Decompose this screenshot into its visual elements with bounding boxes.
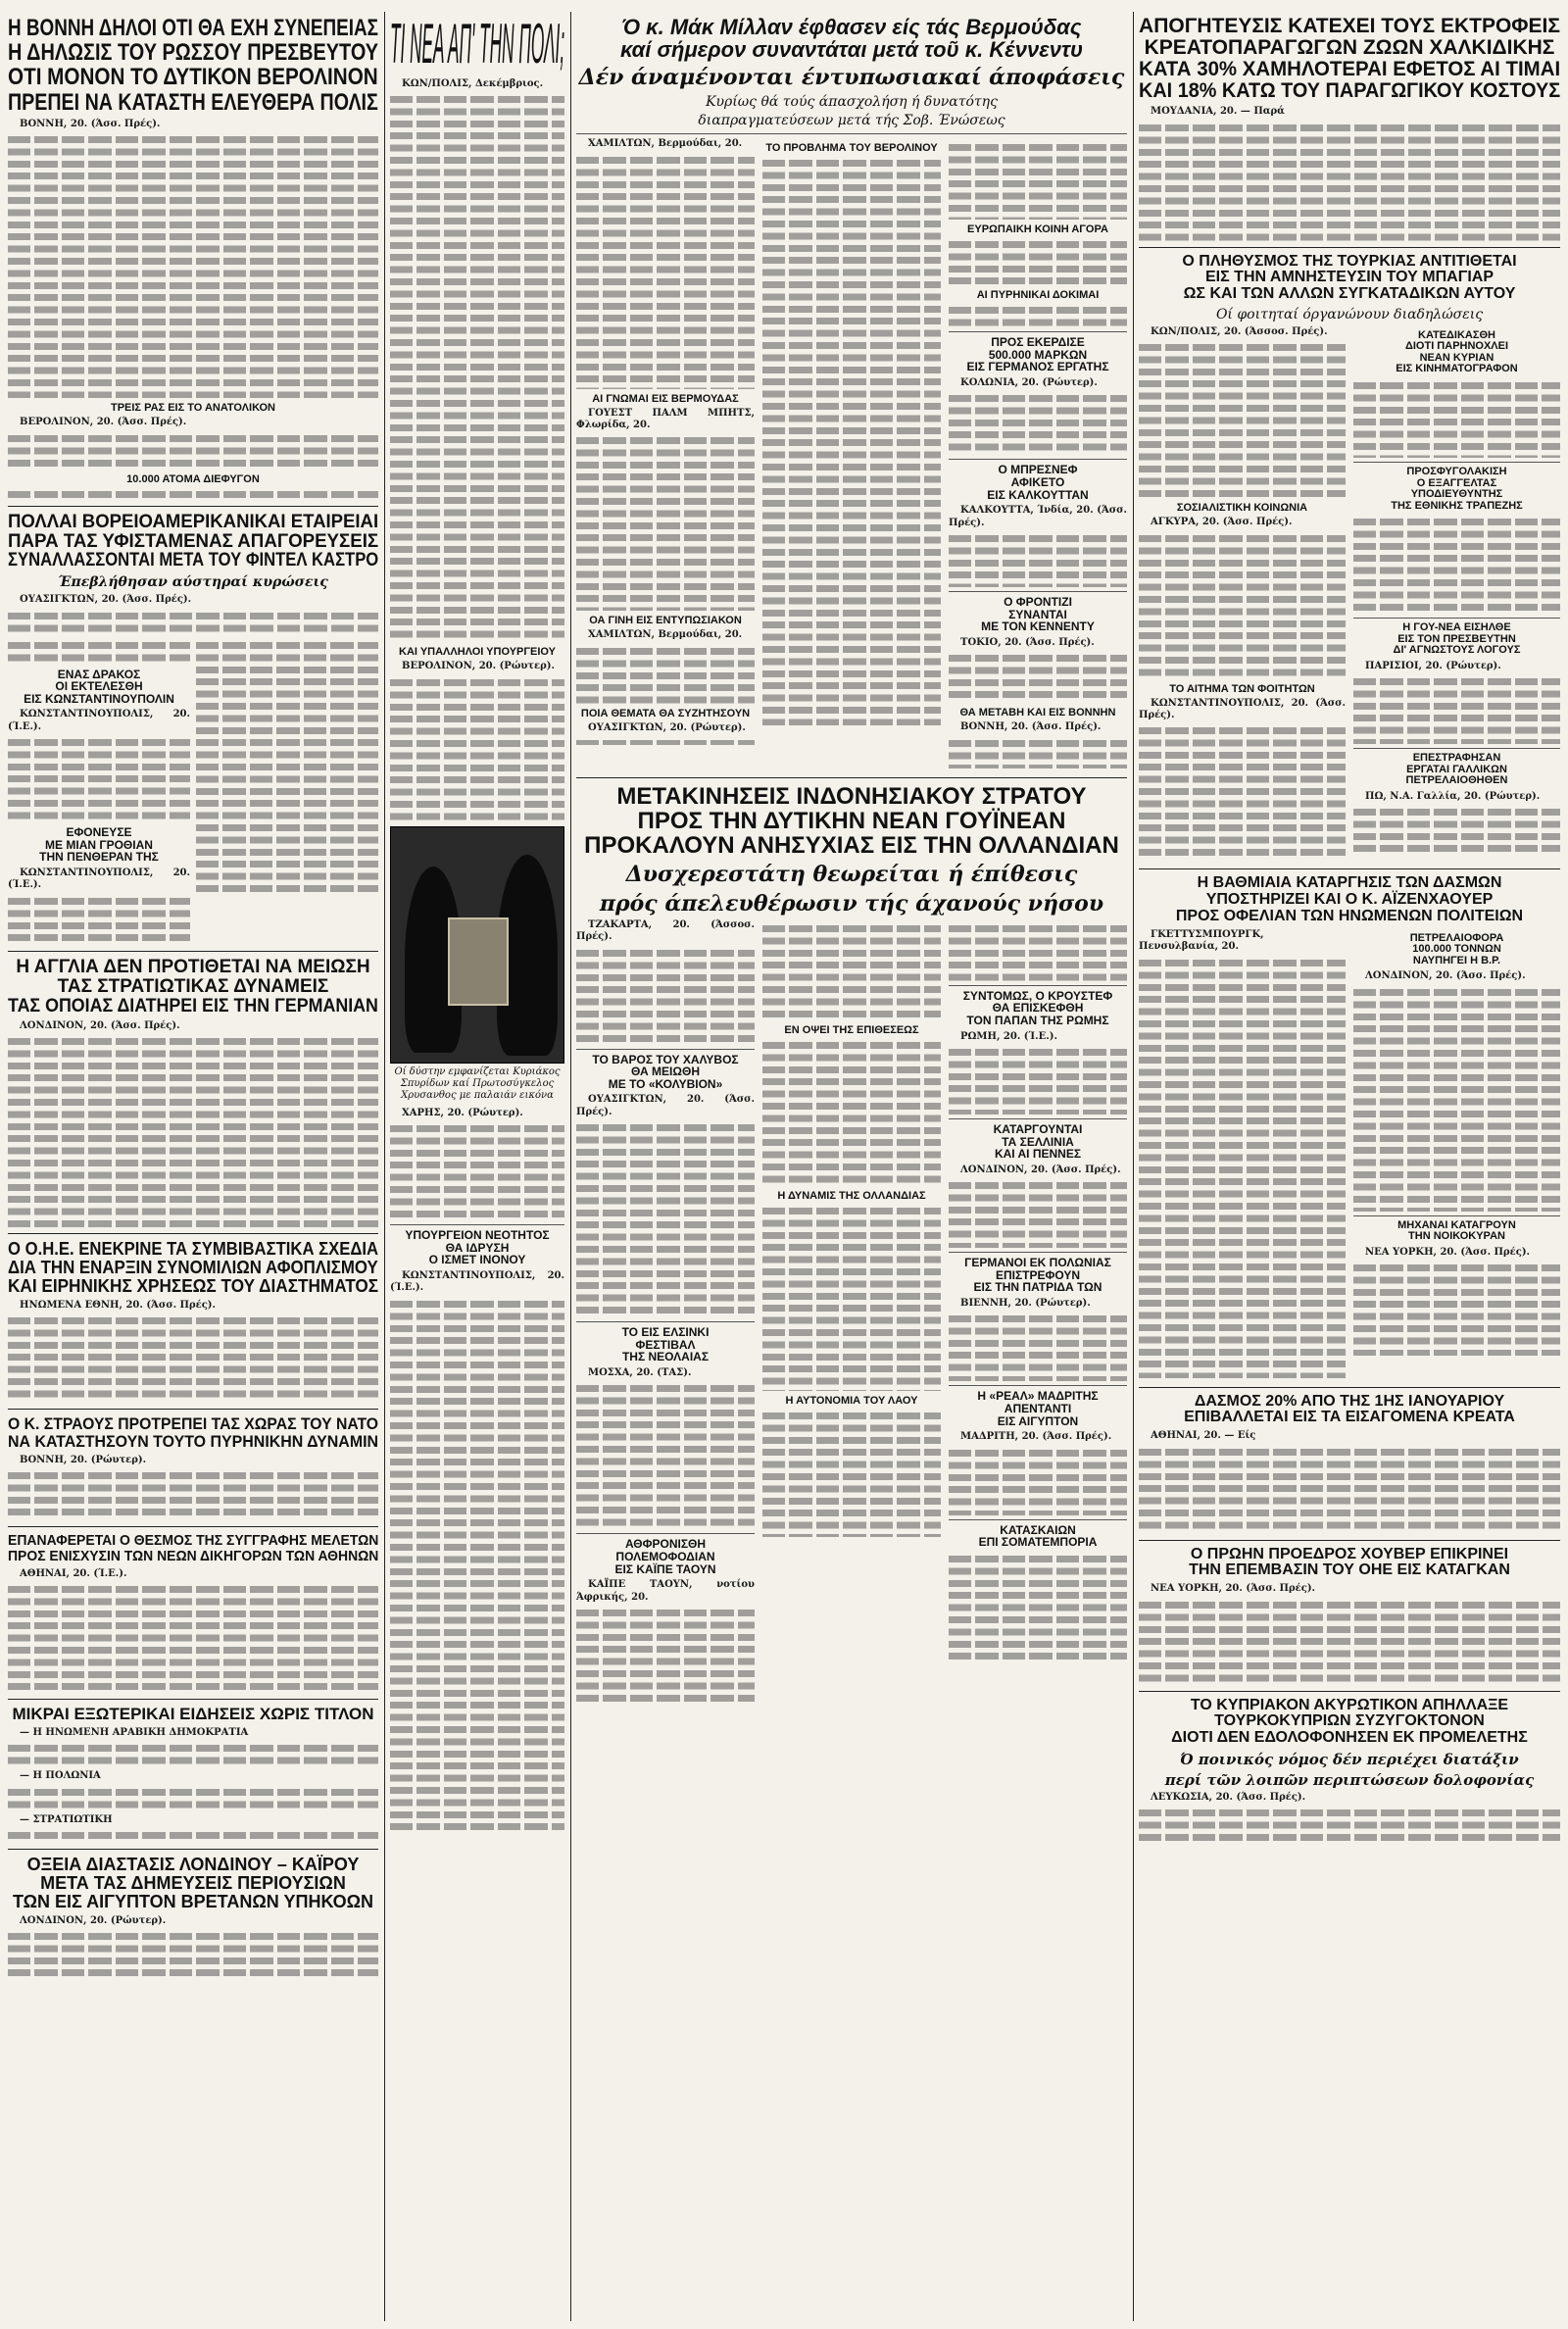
column-rule <box>570 12 571 2321</box>
headline-london-cairo: ΟΞΕΙΑ ΔΙΑΣΤΑΣΙΣ ΛΟΝΔΙΝΟΥ – ΚΑΪΡΟΥ ΜΕΤΑ ΤΑΣ ΔΗΜΕΥΣΕΙΣ ΠΕΡΙΟΥΣΙΩΝ ΤΩΝ ΕΙΣ ΑΙΓΥΠΤΟΝ ΒΡΕΤΑΝΩΝ ΥΠΗΚΟΩΝ <box>12 1855 374 1911</box>
headline-macmillan: Ό κ. Μάκ Μίλλαν έφθασεν είς τάς Βερμούδας καί σήμερον συναντάται μετά τοῦ κ. Κέννεντυ <box>619 15 1084 63</box>
subhead-socialist: ΣΟΣΙΑΛΙΣΤΙΚΗ ΚΟΙΝΩΝΙΑ <box>1176 502 1308 515</box>
headline-turkey-amnesty: Ο ΠΛΗΘΥΣΜΟΣ ΤΗΣ ΤΟΥΡΚΙΑΣ ΑΝΤΙΤΙΘΕΤΑΙ ΕΙΣ ΤΗΝ ΑΜΝΗΣΤΕΥΣΙΝ ΤΟΥ ΜΠΑΓΙΑΡ ΩΣ ΚΑΙ ΤΩΝ ΑΛΛΩΝ ΣΥΓΚΑΤΑΔΙΚΩΝ ΑΥΤΟΥ <box>1182 252 1517 303</box>
headline-american-companies: ΠΟΛΛΑΙ ΒΟΡΕΙΟΑΜΕΡΙΚΑΝΙΚΑΙ ΕΤΑΙΡΕΙΑΙ ΠΑΡΑ ΤΑΣ ΥΦΙΣΤΑΜΕΝΑΣ ΑΠΑΓΟΡΕΥΣΕΙΣ ΣΥΝΑΛΛΑΣΣΟΝΤΑΙ ΜΕΤΑ ΤΟΥ ΦΙΝΤΕΛ ΚΑΣΤΡΟ <box>8 511 379 571</box>
headline-mother-in-law: ΕΦΟΝΕΥΣΕ ΜΕ ΜΙΑΝ ΓΡΟΘΙΑΝ ΤΗΝ ΠΕΝΘΕΡΑΝ ΤΗΣ <box>39 825 159 865</box>
subheadline-penal-code: Ό ποινικός νόμος δέν περιέχει διατάξιν <box>1180 1751 1519 1768</box>
headline-youth-ministry: ΥΠΟΥΡΓΕΙΟΝ ΝΕΟΤΗΤΟΣ ΘΑ ΙΔΡΥΣΗ Ο ΙΣΜΕΤ ΙΝΟΝΟΥ <box>405 1228 550 1267</box>
headline-foreign-briefs: ΜΙΚΡΑΙ ΕΞΩΤΕΡΙΚΑΙ ΕΙΔΗΣΕΙΣ ΧΩΡΙΣ ΤΙΤΛΟΝ <box>12 1705 374 1724</box>
headline-indonesia: ΜΕΤΑΚΙΝΗΣΕΙΣ ΙΝΔΟΝΗΣΙΑΚΟΥ ΣΤΡΑΤΟΥ ΠΡΟΣ ΤΗΝ ΔΥΤΙΚΗΝ ΝΕΑΝ ΓΟΥΪΝΕΑΝ ΠΡΟΚΑΛΟΥΝ ΑΝΗΣΥΧΙΑΣ ΕΙΣ ΤΗΝ ΟΛΛΑΝΔΙΑΝ <box>584 782 1119 859</box>
subhead-topics: ΠΟΙΑ ΘΕΜΑΤΑ ΘΑ ΣΥΖΗΤΗΣΟΥΝ <box>580 707 751 719</box>
headline-bonn: Η ΒΟΝΝΗ ΔΗΛΟΙ ΟΤΙ ΘΑ ΕΧΗ ΣΥΝΕΠΕΙΑΣ Η ΔΗΛΩΣΙΣ ΤΟΥ ΡΩΣΣΟΥ ΠΡΕΣΒΕΥΤΟΥ ΟΤΙ ΜΟΝΟΝ ΤΟ ΔΥΤΙΚΟΝ ΒΕΡΟΛΙΝΟΝ ΠΡΕΠΕΙ ΝΑ ΚΑΤΑΣΤΗ ΕΛΕΥΘΕΡΑ ΠΟΛΙΣ <box>8 15 379 116</box>
headline-meat-tariff: ΔΑΣΜΟΣ 20% ΑΠΟ ΤΗΣ 1ΗΣ ΙΑΝΟΥΑΡΙΟΥ ΕΠΙΒΑΛΛΕΤΑΙ ΕΙΣ ΤΑ ΕΙΣΑΓΟΜΕΝΑ ΚΡΕΑΤΑ <box>1184 1392 1515 1426</box>
subhead-bermuda-opinions: ΑΙ ΓΝΩΜΑΙ ΕΙΣ ΒΕΡΜΟΥΔΑΣ <box>592 392 739 405</box>
column-center: Ό κ. Μάκ Μίλλαν έφθασεν είς τάς Βερμούδας καί σήμερον συναντάται μετά τοῦ κ. Κέννεντυ Δέν άναμένονται έντυπωσιακαί άποφάσεις Κυρίως θά τούς άπασχολήση ή δυνατότης διαπραγματεύσεων μετά τής Σοβ. Ένώσεως ΧΑΜΙΛΤΩΝ, Βερμούδαι, 20. ΑΙ ΓΝΩΜΑΙ ΕΙΣ ΒΕΡΜΟΥΔΑΣ ΓΟΥΕΣΤ ΠΑΛΜ ΜΠΗΤΣ, Φλωρίδα, 20. ΟΑ ΓΙΝΗ ΕΙΣ ΕΝΤΥΠΩΣΙΑΚΟΝ ΧΑΜΙΛΤΩΝ, Βερμούδαι, 20. ΠΟΙΑ ΘΕΜΑΤΑ ΘΑ ΣΥΖΗΤΗΣΟΥΝ ΟΥΑΣΙΓΚΤΩΝ, 20. (Ρώυτερ). ΤΟ ΠΡΟΒΛΗΜΑ ΤΟΥ ΒΕΡΟΛΙΝΟΥ ΕΥΡΩΠΑΙΚΗ ΚΟΙΝΗ ΑΓΟΡΑ ΑΙ ΠΥΡΗΝΙΚΑΙ ΔΟΚΙΜΑΙ ΠΡΟΣ ΕΚΕΡΔΙΣΕ 500.000 ΜΑΡΚΩΝ ΕΙΣ ΓΕΡΜΑΝΟΣ ΕΡΓΑΤΗΣ ΚΟΛΩΝΙΑ, 20. (Ρώυτερ). Ο ΜΠΡΕΣΝΕΦ ΑΦΙΚΕΤΟ ΕΙΣ ΚΑΛΚΟΥΤΤΑΝ ΚΑΛΚΟΥΤΤΑ, Ίνδία, 20. (Άσσ. Πρές). Ο ΦΡΟΝΤΙΖΙ ΣΥΝΑΝΤΑΙ ΜΕ ΤΟΝ ΚΕΝΝΕΝΤΥ ΤΟΚΙΟ, 20. (Άσσ. Πρές). ΘΑ ΜΕΤΑΒΗ ΚΑΙ ΕΙΣ ΒΟΝΝΗΝ ΒΟΝΝΗ, 20. (Άσσ. Πρές). ΜΕΤΑΚΙΝΗΣΕΙΣ ΙΝΔΟΝΗΣΙΑΚΟΥ ΣΤΡΑΤΟΥ ΠΡΟΣ ΤΗΝ ΔΥΤΙΚΗΝ ΝΕΑΝ ΓΟΥΪΝΕΑΝ ΠΡΟΚΑΛΟΥΝ ΑΝΗΣΥΧΙΑΣ ΕΙΣ ΤΗΝ ΟΛΛΑΝΔΙΑΝ Δυσχερεστάτη θεωρείται ή έπίθεσις πρός άπελευθέρωσιν τής άχανούς νήσου ΤΖΑΚΑΡΤΑ, 20. (Άσσοσ. Πρές). ΤΟ ΒΑΡΟΣ ΤΟΥ ΧΑΛΥΒΟΣ ΘΑ ΜΕΙΩΘΗ ΜΕ ΤΟ «ΚΟΛΥΒΙΟΝ» ΟΥΑΣΙΓΚΤΩΝ, 20. (Άσσ. Πρές). ΤΟ ΕΙΣ ΕΛΣΙΝΚΙ ΦΕΣΤΙΒΑΛ ΤΗΣ ΝΕΟΛΑΙΑΣ ΜΟΣΧΑ, 20. (ΤΑΣ). ΑΘΦΡΟΝΙΣΘΗ ΠΟΛΕΜΟΦΟΔΙΑΝ ΕΙΣ ΚΑΪΠΕ ΤΑΟΥΝ ΚΑΪΠΕ ΤΑΟΥΝ, νοτίου Άφρικής, 20. ΕΝ ΟΨΕΙ ΤΗΣ ΕΠΙΘΕΣΕΩΣ Η ΔΥΝΑΜΙΣ ΤΗΣ ΟΛΛΑΝΔΙΑΣ Η ΑΥΤΟΝΟΜΙΑ ΤΟΥ ΛΑΟΥ ΣΥΝΤΟΜΩΣ, Ο ΚΡΟΥΣΤΕΦ ΘΑ ΕΠΙΣΚΕΦΘΗ ΤΟΝ ΠΑΠΑΝ ΤΗΣ ΡΩΜΗΣ ΡΩΜΗ, 20. (Ί.Ε.). ΚΑΤΑΡΓΟΥΝΤΑΙ ΤΑ ΣΕΛΛΙΝΙΑ ΚΑΙ ΑΙ ΠΕΝΝΕΣ ΛΟΝΔΙΝΟΝ, 20. (Άσσ. Πρές). ΓΕΡΜΑΝΟΙ ΕΚ ΠΟΛΩΝΙΑΣ ΕΠΙΣΤΡΕΦΟΥΝ ΕΙΣ ΤΗΝ ΠΑΤΡΙΔΑ ΤΩΝ ΒΙΕΝΝΗ, 20. (Ρώυτερ). Η «ΡΕΑΛ» ΜΑΔΡΙΤΗΣ ΑΠΕΝΤΑΝΤΙ ΕΙΣ ΑΙΓΥΠΤΟΝ ΜΑΔΡΙΤΗ, 20. (Άσσ. Πρές). ΚΑΤΑΣΚΑΙΩΝ ΕΠΙ ΣΟΜΑΤΕΜΠΟΡΙΑ <box>576 12 1127 2321</box>
subheadline-possibility: Κυρίως θά τούς άπασχολήση ή δυνατότης <box>706 93 998 110</box>
subheadline-difficult-attack: Δυσχερεστάτη θεωρείται ή έπίθεσις <box>625 862 1078 888</box>
headline-steel: ΤΟ ΒΑΡΟΣ ΤΟΥ ΧΑΛΥΒΟΣ ΘΑ ΜΕΙΩΘΗ ΜΕ ΤΟ «ΚΟΛΥΒΙΟΝ» <box>592 1052 739 1091</box>
subheadline-no-decisions: Δέν άναμένονται έντυπωσιακαί άποφάσεις <box>578 65 1125 91</box>
article-bonn: ΒΟΝΝΗ, 20. (Άσσ. Πρές). <box>20 118 161 129</box>
headline-trafficking: ΚΑΤΑΣΚΑΙΩΝ ΕΠΙ ΣΟΜΑΤΕΜΠΟΡΙΑ <box>978 1522 1098 1550</box>
headline-guinea-ambassador: Η ΓΟΥ-ΝΕΑ ΕΙΣΗΛΘΕ ΕΙΣ ΤΟΝ ΠΡΕΣΒΕΥΤΗΝ ΔΙ' ΑΓΝΩΣΤΟΥΣ ΛΟΓΟΥΣ <box>1393 621 1521 657</box>
headline-germans-poland: ΓΕΡΜΑΝΟΙ ΕΚ ΠΟΛΩΝΙΑΣ ΕΠΙΣΤΡΕΦΟΥΝ ΕΙΣ ΤΗΝ ΠΑΤΡΙΔΑ ΤΩΝ <box>964 1256 1111 1295</box>
headline-cyprus-court: ΤΟ ΚΥΠΡΙΑΚΟΝ ΑΚΥΡΩΤΙΚΟΝ ΑΠΗΛΛΑΞΕ ΤΟΥΡΚΟΚΥΠΡΙΩΝ ΣΥΖΥΓΟΚΤΟΝΟΝ ΔΙΟΤΙ ΔΕΝ ΕΔΟΛΟΦΟΝΗΣΕΝ ΕΚ ΠΡΟΜΕΛΕΤΗΣ <box>1171 1696 1528 1747</box>
photo-clergy <box>390 826 564 1064</box>
column-left: Η ΒΟΝΝΗ ΔΗΛΟΙ ΟΤΙ ΘΑ ΕΧΗ ΣΥΝΕΠΕΙΑΣ Η ΔΗΛΩΣΙΣ ΤΟΥ ΡΩΣΣΟΥ ΠΡΕΣΒΕΥΤΟΥ ΟΤΙ ΜΟΝΟΝ ΤΟ ΔΥΤΙΚΟΝ ΒΕΡΟΛΙΝΟΝ ΠΡΕΠΕΙ ΝΑ ΚΑΤΑΣΤΗ ΕΛΕΥΘΕΡΑ ΠΟΛΙΣ ΒΟΝΝΗ, 20. (Άσσ. Πρές). ΤΡΕΙΣ ΡΑΣ ΕΙΣ ΤΟ ΑΝΑΤΟΛΙΚΟΝ ΒΕΡΟΛΙΝΟΝ, 20. (Άσσ. Πρές). 10.000 ΑΤΟΜΑ ΔΙΕΦΥΓΟΝ ΠΟΛΛΑΙ ΒΟΡΕΙΟΑΜΕΡΙΚΑΝΙΚΑΙ ΕΤΑΙΡΕΙΑΙ ΠΑΡΑ ΤΑΣ ΥΦΙΣΤΑΜΕΝΑΣ ΑΠΑΓΟΡΕΥΣΕΙΣ ΣΥΝΑΛΛΑΣΣΟΝΤΑΙ ΜΕΤΑ ΤΟΥ ΦΙΝΤΕΛ ΚΑΣΤΡΟ Έπεβλήθησαν αύστηραί κυρώσεις ΟΥΑΣΙΓΚΤΩΝ, 20. (Άσσ. Πρές). ΕΝΑΣ ΔΡΑΚΟΣ ΟΙ ΕΚΤΕΛΕΣΘΗ ΕΙΣ ΚΩΝΣΤΑΝΤΙΝΟΥΠΟΛΙΝ ΚΩΝΣΤΑΝΤΙΝΟΥΠΟΛΙΣ, 20. (Ί.Ε.). ΕΦΟΝΕΥΣΕ ΜΕ ΜΙΑΝ ΓΡΟΘΙΑΝ ΤΗΝ ΠΕΝΘΕΡΑΝ ΤΗΣ ΚΩΝΣΤΑΝΤΙΝΟΥΠΟΛΙΣ, 20. (Ί.Ε.). Η ΑΓΓΛΙΑ ΔΕΝ ΠΡΟΤΙΘΕΤΑΙ ΝΑ ΜΕΙΩΣΗ ΤΑΣ ΣΤΡΑΤΙΩΤΙΚΑΣ ΔΥΝΑΜΕΙΣ ΤΑΣ ΟΠΟΙΑΣ ΔΙΑΤΗΡΕΙ ΕΙΣ ΤΗΝ ΓΕΡΜΑΝΙΑΝ ΛΟΝΔΙΝΟΝ, 20. (Άσσ. Πρές). Ο Ο.Η.Ε. ΕΝΕΚΡΙΝΕ ΤΑ ΣΥΜΒΙΒΑΣΤΙΚΑ ΣΧΕΔΙΑ ΔΙΑ ΤΗΝ ΕΝΑΡΞΙΝ ΣΥΝΟΜΙΛΙΩΝ ΑΦΟΠΛΙΣΜΟΥ ΚΑΙ ΕΙΡΗΝΙΚΗΣ ΧΡΗΣΕΩΣ ΤΟΥ ΔΙΑΣΤΗΜΑΤΟΣ ΗΝΩΜΕΝΑ ΕΘΝΗ, 20. (Άσσ. Πρές). Ο Κ. ΣΤΡΑΟΥΣ ΠΡΟΤΡΕΠΕΙ ΤΑΣ ΧΩΡΑΣ ΤΟΥ ΝΑΤΟ ΝΑ ΚΑΤΑΣΤΗΣΟΥΝ ΤΟΥΤΟ ΠΥΡΗΝΙΚΗΝ ΔΥΝΑΜΙΝ ΒΟΝΝΗ, 20. (Ρώυτερ). ΕΠΑΝΑΦΕΡΕΤΑΙ Ο ΘΕΣΜΟΣ ΤΗΣ ΣΥΓΓΡΑΦΗΣ ΜΕΛΕΤΩΝ ΠΡΟΣ ΕΝΙΣΧΥΣΙΝ ΤΩΝ ΝΕΩΝ ΔΙΚΗΓΟΡΩΝ ΤΩΝ ΑΘΗΝΩΝ ΑΘΗΝΑΙ, 20. (Ί.Ε.). ΜΙΚΡΑΙ ΕΞΩΤΕΡΙΚΑΙ ΕΙΔΗΣΕΙΣ ΧΩΡΙΣ ΤΙΤΛΟΝ — Η ΗΝΩΜΕΝΗ ΑΡΑΒΙΚΗ ΔΗΜΟΚΡΑΤΙΑ — Η ΠΟΛΩΝΙΑ — ΣΤΡΑΤΙΩΤΙΚΗ ΟΞΕΙΑ ΔΙΑΣΤΑΣΙΣ ΛΟΝΔΙΝΟΥ – ΚΑΪΡΟΥ ΜΕΤΑ ΤΑΣ ΔΗΜΕΥΣΕΙΣ ΠΕΡΙΟΥΣΙΩΝ ΤΩΝ ΕΙΣ ΑΙΓΥΠΤΟΝ ΒΡΕΤΑΝΩΝ ΥΠΗΚΟΩΝ ΛΟΝΔΙΝΟΝ, 20. (Ρώυτερ). <box>8 12 378 2321</box>
headline-cinema: ΚΑΤΕΔΙΚΑΣΘΗ ΔΙΟΤΙ ΠΑΡΗΝΟΧΛΕΙ ΝΕΑΝ ΚΥΡΙΑΝ ΕΙΣ ΚΙΝΗΜΑΤΟΓΡΑΦΟΝ <box>1396 328 1518 375</box>
photo-caption: Οί δύστην εμφανίζεται Κυριάκος Σπυρίδων καί Πρωτοσύγκελος Χρυσανθος με παλαιάν εικόνα <box>394 1065 561 1101</box>
subheadline-negotiations: διαπραγματεύσεων μετά τής Σοβ. Ένώσεως <box>698 113 1005 129</box>
subhead-escaped: 10.000 ΑΤΟΜΑ ΔΙΕΦΥΓΟΝ <box>126 472 260 485</box>
headline-500000-marks: ΠΡΟΣ ΕΚΕΡΔΙΣΕ 500.000 ΜΑΡΚΩΝ ΕΙΣ ΓΕΡΜΑΝΟΣ ΕΡΓΑΤΗΣ <box>966 335 1109 374</box>
headline-helsinki-festival: ΤΟ ΕΙΣ ΕΛΣΙΝΚΙ ΦΕΣΤΙΒΑΛ ΤΗΣ ΝΕΟΛΑΙΑΣ <box>621 1325 710 1364</box>
headline-strauss-nato: Ο Κ. ΣΤΡΑΟΥΣ ΠΡΟΤΡΕΠΕΙ ΤΑΣ ΧΩΡΑΣ ΤΟΥ ΝΑΤΟ ΝΑ ΚΑΤΑΣΤΗΣΟΥΝ ΤΟΥΤΟ ΠΥΡΗΝΙΚΗΝ ΔΥΝΑΜΙΝ <box>8 1414 379 1451</box>
subheadline-students: Οί φοιτηταί όργανώνουν διαδηλώσεις <box>1215 306 1484 322</box>
headline-un-disarmament: Ο Ο.Η.Ε. ΕΝΕΚΡΙΝΕ ΤΑ ΣΥΜΒΙΒΑΣΤΙΚΑ ΣΧΕΔΙΑ ΔΙΑ ΤΗΝ ΕΝΑΡΞΙΝ ΣΥΝΟΜΙΛΙΩΝ ΑΦΟΠΛΙΣΜΟΥ ΚΑΙ ΕΙΡΗΝΙΚΗΣ ΧΡΗΣΕΩΣ ΤΟΥ ΔΙΑΣΤΗΜΑΤΟΣ <box>8 1238 379 1296</box>
headline-hoover: Ο ΠΡΩΗΝ ΠΡΟΕΔΡΟΣ ΧΟΥΒΕΡ ΕΠΙΚΡΙΝΕΙ ΤΗΝ ΕΠΕΜΒΑΣΙΝ ΤΟΥ ΟΗΕ ΕΙΣ ΚΑΤΑΓΚΑΝ <box>1189 1545 1510 1579</box>
headline-french-workers: ΕΠΕΣΤΡΑΦΗΣΑΝ ΕΡΓΑΤΑΙ ΓΑΛΛΙΚΩΝ ΠΕΤΡΕΛΑΙΟΘΗΘΕΝ <box>1405 752 1508 787</box>
subhead-people-autonomy: Η ΑΥΤΟΝΟΜΙΑ ΤΟΥ ΛΑΟΥ <box>785 1394 918 1407</box>
subhead-in-view-attack: ΕΝ ΟΨΕΙ ΤΗΣ ΕΠΙΘΕΣΕΩΣ <box>784 1023 919 1036</box>
subhead-visit-bonn: ΘΑ ΜΕΤΑΒΗ ΚΑΙ ΕΙΣ ΒΟΝΝΗΝ <box>959 707 1116 719</box>
subheadline-liberation: πρός άπελευθέρωσιν τής άχανούς νήσου <box>599 890 1104 917</box>
subhead-berlin-problem: ΤΟ ΠΡΟΒΛΗΜΑ ΤΟΥ ΒΕΡΟΛΙΝΟΥ <box>765 142 938 155</box>
subhead-nuclear-tests: ΑΙ ΠΥΡΗΝΙΚΑΙ ΔΟΚΙΜΑΙ <box>976 289 1100 302</box>
subhead-dutch-force: Η ΔΥΝΑΜΙΣ ΤΗΣ ΟΛΛΑΝΔΙΑΣ <box>777 1189 926 1202</box>
subhead-three-ras: ΤΡΕΙΣ ΡΑΣ ΕΙΣ ΤΟ ΑΝΑΤΟΛΙΚΟΝ <box>110 402 276 415</box>
briefs-list: — Η ΗΝΩΜΕΝΗ ΑΡΑΒΙΚΗ ΔΗΜΟΚΡΑΤΙΑ <box>20 1726 249 1738</box>
column-right: ΑΠΟΓΗΤΕΥΣΙΣ ΚΑΤΕΧΕΙ ΤΟΥΣ ΕΚΤΡΟΦΕΙΣ ΚΡΕΑΤΟΠΑΡΑΓΩΓΩΝ ΖΩΩΝ ΧΑΛΚΙΔΙΚΗΣ ΚΑΤΑ 30% ΧΑΜΗΛΟΤΕΡΑΙ ΕΦΕΤΟΣ ΑΙ ΤΙΜΑΙ ΚΑΙ 18% ΚΑΤΩ ΤΟΥ ΠΑΡΑΓΩΓΙΚΟΥ ΚΟΣΤΟΥΣ ΜΟΥΔΑΝΙΑ, 20. — Παρά Ο ΠΛΗΘΥΣΜΟΣ ΤΗΣ ΤΟΥΡΚΙΑΣ ΑΝΤΙΤΙΘΕΤΑΙ ΕΙΣ ΤΗΝ ΑΜΝΗΣΤΕΥΣΙΝ ΤΟΥ ΜΠΑΓΙΑΡ ΩΣ ΚΑΙ ΤΩΝ ΑΛΛΩΝ ΣΥΓΚΑΤΑΔΙΚΩΝ ΑΥΤΟΥ Οί φοιτηταί όργανώνουν διαδηλώσεις ΚΩΝ/ΠΟΛΙΣ, 20. (Άσσοσ. Πρές). ΣΟΣΙΑΛΙΣΤΙΚΗ ΚΟΙΝΩΝΙΑ ΑΓΚΥΡΑ, 20. (Άσσ. Πρές). ΤΟ ΑΙΤΗΜΑ ΤΩΝ ΦΟΙΤΗΤΩΝ ΚΩΝΣΤΑΝΤΙΝΟΥΠΟΛΙΣ, 20. (Άσσ. Πρές). ΚΑΤΕΔΙΚΑΣΘΗ ΔΙΟΤΙ ΠΑΡΗΝΟΧΛΕΙ ΝΕΑΝ ΚΥΡΙΑΝ ΕΙΣ ΚΙΝΗΜΑΤΟΓΡΑΦΟΝ ΠΡΟΣΦΥΓΟΛΑΚΙΣΗ Ο ΕΞΑΓΓΕΛΤΑΣ ΥΠΟΔΙΕΥΘΥΝΤΗΣ ΤΗΣ ΕΘΝΙΚΗΣ ΤΡΑΠΕΖΗΣ Η ΓΟΥ-ΝΕΑ ΕΙΣΗΛΘΕ ΕΙΣ ΤΟΝ ΠΡΕΣΒΕΥΤΗΝ ΔΙ' ΑΓΝΩΣΤΟΥΣ ΛΟΓΟΥΣ ΠΑΡΙΣΙΟΙ, 20. (Ρώυτερ). ΕΠΕΣΤΡΑΦΗΣΑΝ ΕΡΓΑΤΑΙ ΓΑΛΛΙΚΩΝ ΠΕΤΡΕΛΑΙΟΘΗΘΕΝ ΠΩ, Ν.Α. Γαλλία, 20. (Ρώυτερ). Η ΒΑΘΜΙΑΙΑ ΚΑΤΑΡΓΗΣΙΣ ΤΩΝ ΔΑΣΜΩΝ ΥΠΟΣΤΗΡΙΖΕΙ ΚΑΙ Ο Κ. ΑΪΖΕΝΧΑΟΥΕΡ ΠΡΟΣ ΟΦΕΛΙΑΝ ΤΩΝ ΗΝΩΜΕΝΩΝ ΠΟΛΙΤΕΙΩΝ ΓΚΕΤΤΥΣΜΠΟΥΡΓΚ, Πενσυλβανία, 20. ΠΕΤΡΕΛΑΙΟΦΟΡΑ 100.000 ΤΟΝΝΩΝ ΝΑΥΠΗΓΕΙ Η Β.Ρ. ΛΟΝΔΙΝΟΝ, 20. (Άσσ. Πρές). ΜΗΧΑΝΑΙ ΚΑΤΑΓΡΟΥΝ ΤΗΝ ΝΟΙΚΟΚΥΡΑΝ ΝΕΑ ΥΟΡΚΗ, 20. (Άσσ. Πρές). ΔΑΣΜΟΣ 20% ΑΠΟ ΤΗΣ 1ΗΣ ΙΑΝΟΥΑΡΙΟΥ ΕΠΙΒΑΛΛΕΤΑΙ ΕΙΣ ΤΑ ΕΙΣΑΓΟΜΕΝΑ ΚΡΕΑΤΑ ΑΘΗΝΑΙ, 20. — Είς Ο ΠΡΩΗΝ ΠΡΟΕΔΡΟΣ ΧΟΥΒΕΡ ΕΠΙΚΡΙΝΕΙ ΤΗΝ ΕΠΕΜΒΑΣΙΝ ΤΟΥ ΟΗΕ ΕΙΣ ΚΑΤΑΓΚΑΝ ΝΕΑ ΥΟΡΚΗ, 20. (Άσσ. Πρές). ΤΟ ΚΥΠΡΙΑΚΟΝ ΑΚΥΡΩΤΙΚΟΝ ΑΠΗΛΛΑΞΕ ΤΟΥΡΚΟΚΥΠΡΙΩΝ ΣΥΖΥΓΟΚΤΟΝΟΝ ΔΙΟΤΙ ΔΕΝ ΕΔΟΛΟΦΟΝΗΣΕΝ ΕΚ ΠΡΟΜΕΛΕΤΗΣ Ό ποινικός νόμος δέν περιέχει διατάξιν περί τῶν λοιπῶν περιπτώσεων δολοφονίας ΛΕΥΚΩΣΙΑ, 20. (Άσσ. Πρές). <box>1139 12 1560 2321</box>
headline-tanker: ΠΕΤΡΕΛΑΙΟΦΟΡΑ 100.000 ΤΟΝΝΩΝ ΝΑΥΠΗΓΕΙ Η Β.Ρ. <box>1409 931 1504 966</box>
headline-drakos: ΕΝΑΣ ΔΡΑΚΟΣ ΟΙ ΕΚΤΕΛΕΣΘΗ ΕΙΣ ΚΩΝΣΤΑΝΤΙΝΟΥΠΟΛΙΝ <box>24 667 174 706</box>
headline-meat-producers: ΑΠΟΓΗΤΕΥΣΙΣ ΚΑΤΕΧΕΙ ΤΟΥΣ ΕΚΤΡΟΦΕΙΣ ΚΡΕΑΤΟΠΑΡΑΓΩΓΩΝ ΖΩΩΝ ΧΑΛΚΙΔΙΚΗΣ ΚΑΤΑ 30% ΧΑΜΗΛΟΤΕΡΑΙ ΕΦΕΤΟΣ ΑΙ ΤΙΜΑΙ ΚΑΙ 18% ΚΑΤΩ ΤΟΥ ΠΑΡΑΓΩΓΙΚΟΥ ΚΟΣΤΟΥΣ <box>1139 15 1561 103</box>
subhead-common-market: ΕΥΡΩΠΑΙΚΗ ΚΟΙΝΗ ΑΓΟΡΑ <box>967 223 1108 236</box>
headline-machines-housewife: ΜΗΧΑΝΑΙ ΚΑΤΑΓΡΟΥΝ ΤΗΝ ΝΟΙΚΟΚΥΡΑΝ <box>1397 1218 1516 1243</box>
feature-title: ΤΙ ΝΕΑ ΑΠ' ΤΗΝ ΠΟΛΙ; <box>390 12 565 75</box>
subheadline-sanctions: Έπεβλήθησαν αύστηραί κυρώσεις <box>58 574 328 591</box>
headline-tariffs-eisenhower: Η ΒΑΘΜΙΑΙΑ ΚΑΤΑΡΓΗΣΙΣ ΤΩΝ ΔΑΣΜΩΝ ΥΠΟΣΤΗΡΙΖΕΙ ΚΑΙ Ο Κ. ΑΪΖΕΝΧΑΟΥΕΡ ΠΡΟΣ ΟΦΕΛΙΑΝ ΤΩΝ ΗΝΩΜΕΝΩΝ ΠΟΛΙΤΕΙΩΝ <box>1175 874 1524 924</box>
headline-frondizi: Ο ΦΡΟΝΤΙΖΙ ΣΥΝΑΝΤΑΙ ΜΕ ΤΟΝ ΚΕΝΝΕΝΤΥ <box>981 594 1095 634</box>
headline-shillings: ΚΑΤΑΡΓΟΥΝΤΑΙ ΤΑ ΣΕΛΛΙΝΙΑ ΚΑΙ ΑΙ ΠΕΝΝΕΣ <box>993 1122 1083 1162</box>
column-rule <box>384 12 385 2321</box>
headline-cape-town: ΑΘΦΡΟΝΙΣΘΗ ΠΟΛΕΜΟΦΟΔΙΑΝ ΕΙΣ ΚΑΪΠΕ ΤΑΟΥΝ <box>614 1537 716 1576</box>
headline-real-madrid: Η «ΡΕΑΛ» ΜΑΔΡΙΤΗΣ ΑΠΕΝΤΑΝΤΙ ΕΙΣ ΑΙΓΥΠΤΟΝ <box>977 1389 1099 1428</box>
headline-bank-deputy: ΠΡΟΣΦΥΓΟΛΑΚΙΣΗ Ο ΕΞΑΓΓΕΛΤΑΣ ΥΠΟΔΙΕΥΘΥΝΤΗΣ ΤΗΣ ΕΘΝΙΚΗΣ ΤΡΑΠΕΖΗΣ <box>1391 465 1523 512</box>
headline-england-forces: Η ΑΓΓΛΙΑ ΔΕΝ ΠΡΟΤΙΘΕΤΑΙ ΝΑ ΜΕΙΩΣΗ ΤΑΣ ΣΤΡΑΤΙΩΤΙΚΑΣ ΔΥΝΑΜΕΙΣ ΤΑΣ ΟΠΟΙΑΣ ΔΙΑΤΗΡΕΙ ΕΙΣ ΤΗΝ ΓΕΡΜΑΝΙΑΝ <box>8 956 378 1016</box>
subhead-impressive: ΟΑ ΓΙΝΗ ΕΙΣ ΕΝΤΥΠΩΣΙΑΚΟΝ <box>589 615 742 627</box>
subhead-students-demand: ΤΟ ΑΙΤΗΜΑ ΤΩΝ ΦΟΙΤΗΤΩΝ <box>1169 682 1315 695</box>
headline-khrushchev-pope: ΣΥΝΤΟΜΩΣ, Ο ΚΡΟΥΣΤΕΦ ΘΑ ΕΠΙΣΚΕΦΘΗ ΤΟΝ ΠΑΠΑΝ ΤΗΣ ΡΩΜΗΣ <box>962 988 1113 1028</box>
column-city-news: ΤΙ ΝΕΑ ΑΠ' ΤΗΝ ΠΟΛΙ; ΚΩΝ/ΠΟΛΙΣ, Δεκέμβριος. ΚΑΙ ΥΠΑΛΛΗΛΟΙ ΥΠΟΥΡΓΕΙΟΥ ΒΕΡΟΛΙΝΟΝ, 20. (Ρώυτερ). Οί δύστην εμφανίζεται Κυριάκος Σπυρίδων καί Πρωτοσύγκελος Χρυσανθος με παλαιάν εικόνα ΧΑΡΗΣ, 20. (Ρώυτερ). ΥΠΟΥΡΓΕΙΟΝ ΝΕΟΤΗΤΟΣ ΘΑ ΙΔΡΥΣΗ Ο ΙΣΜΕΤ ΙΝΟΝΟΥ ΚΩΝΣΤΑΝΤΙΝΟΥΠΟΛΙΣ, 20. (Ί.Ε.). <box>390 12 564 2321</box>
column-rule <box>1133 12 1134 2321</box>
headline-lawyers-studies: ΕΠΑΝΑΦΕΡΕΤΑΙ Ο ΘΕΣΜΟΣ ΤΗΣ ΣΥΓΓΡΑΦΗΣ ΜΕΛΕΤΩΝ ΠΡΟΣ ΕΝΙΣΧΥΣΙΝ ΤΩΝ ΝΕΩΝ ΔΙΚΗΓΟΡΩΝ ΤΩΝ ΑΘΗΝΩΝ <box>8 1532 379 1564</box>
headline-brezhnev: Ο ΜΠΡΕΣΝΕΦ ΑΦΙΚΕΤΟ ΕΙΣ ΚΑΛΚΟΥΤΤΑΝ <box>987 463 1089 502</box>
subheadline-murder-cases: περί τῶν λοιπῶν περιπτώσεων δολοφονίας <box>1164 1771 1535 1789</box>
subhead-employees: ΚΑΙ ΥΠΑΛΛΗΛΟΙ ΥΠΟΥΡΓΕΙΟΥ <box>399 646 556 659</box>
